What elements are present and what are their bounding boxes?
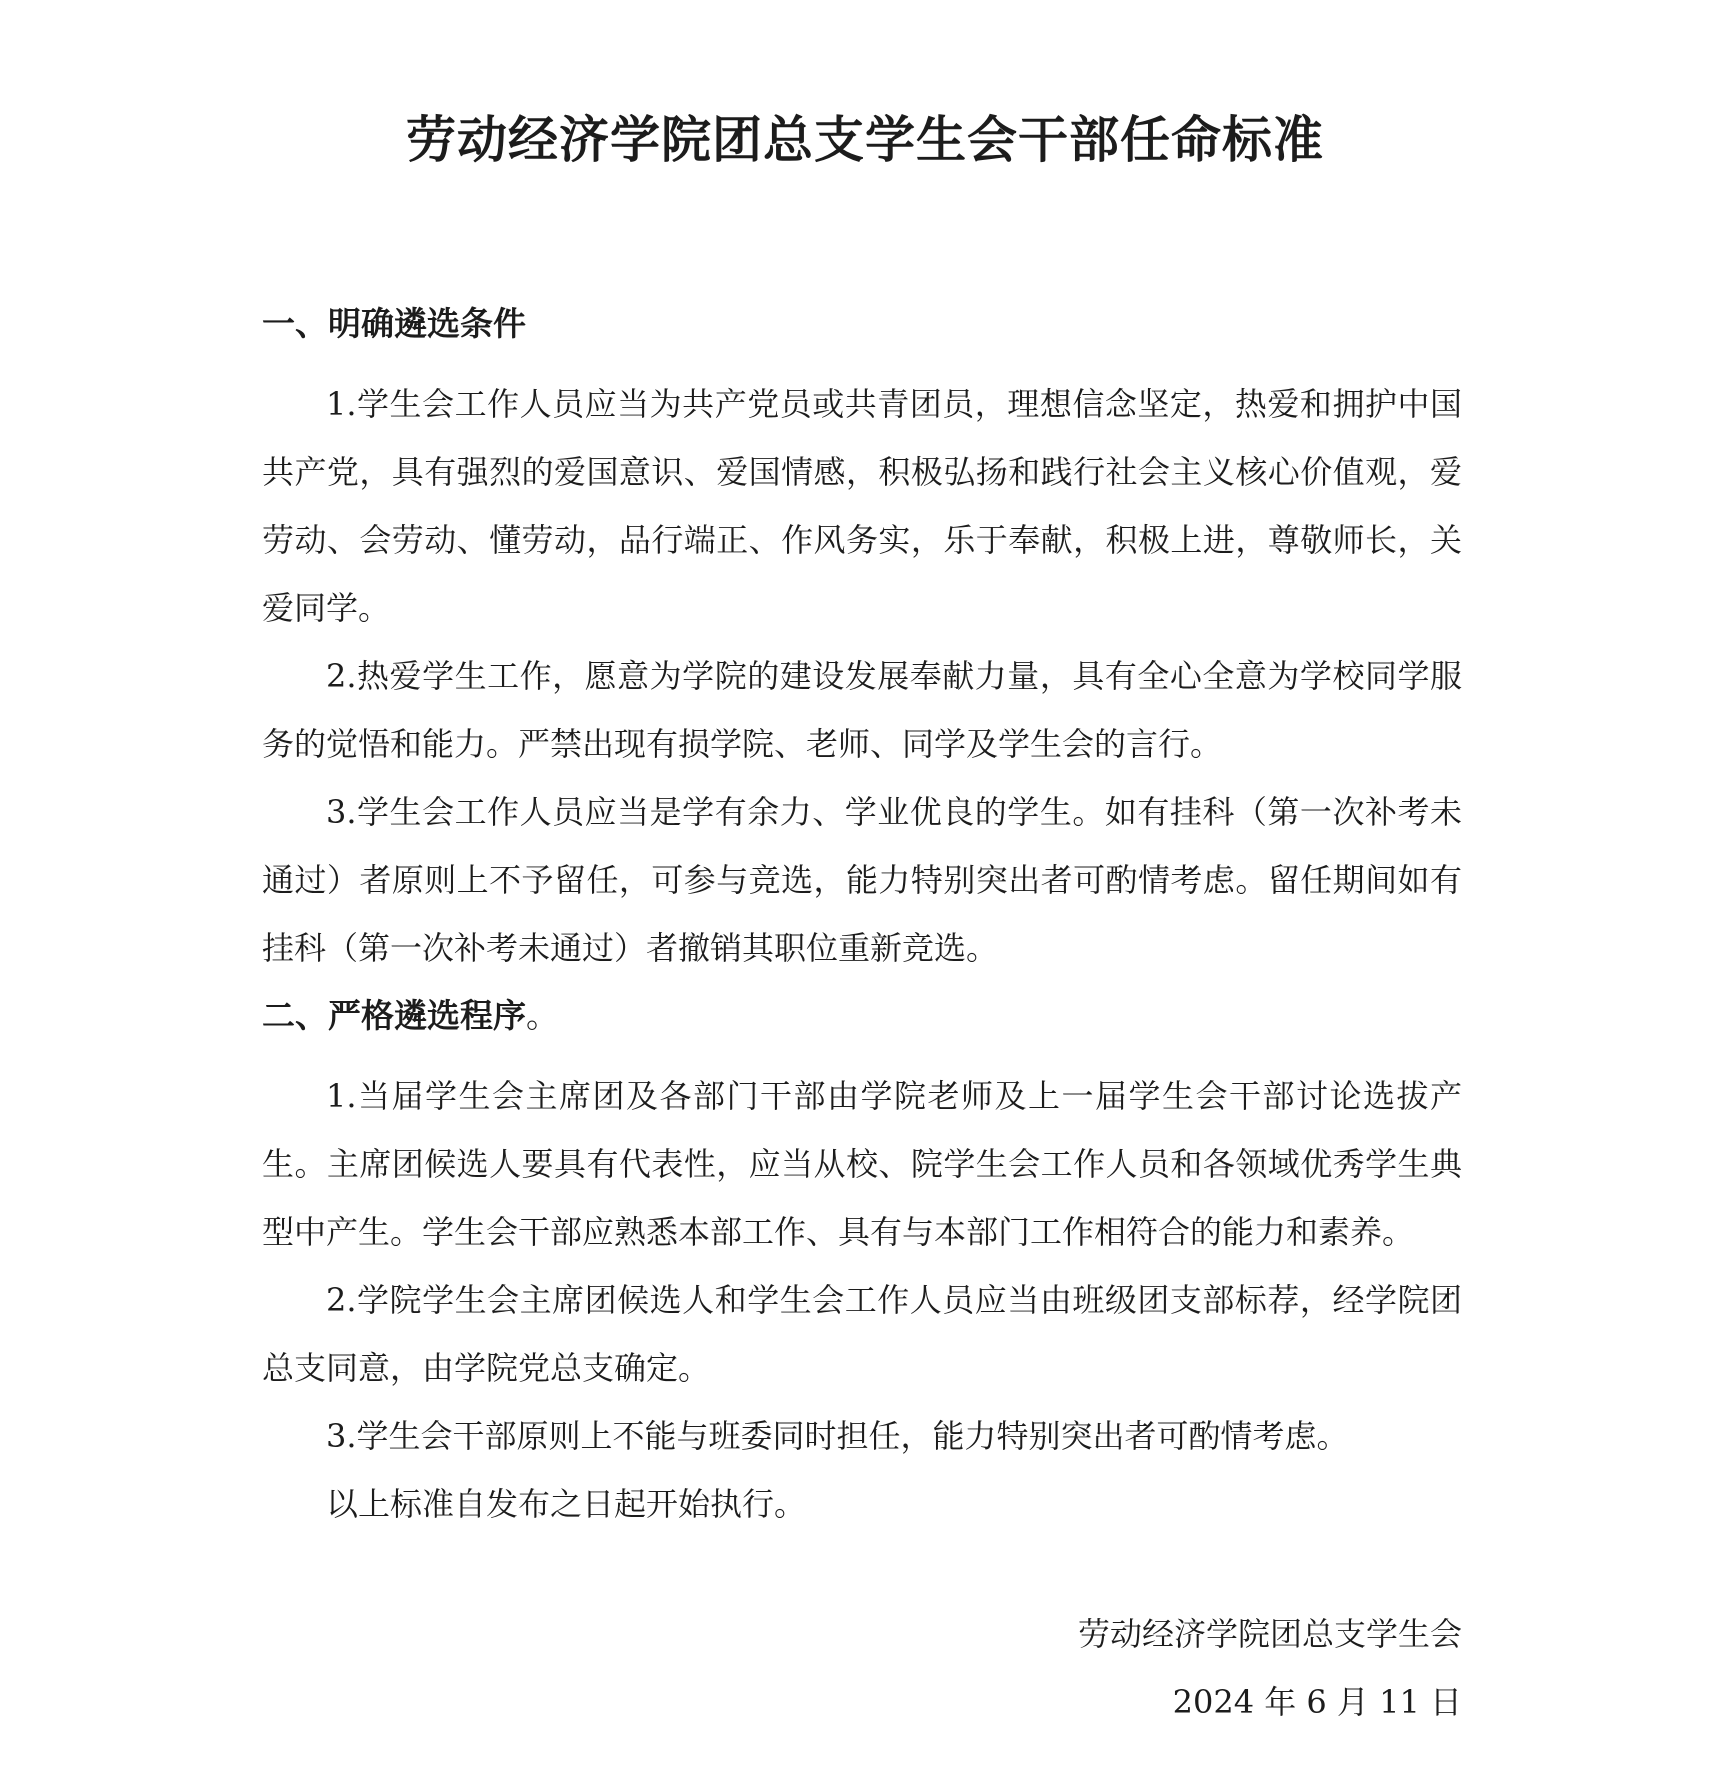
section-heading-text: 一、明确遴选条件 bbox=[262, 304, 526, 343]
signature-block bbox=[1078, 1600, 1462, 1736]
procedure-paragraph-1: 1.当届学生会主席团及各部门干部由学院老师及上一届学生会干部讨论选拔产生。主席团候选人要具有代表性，应当从校、院学生会工作人员和各领域优秀学生典型中产生。学生会干部应熟悉本部工作、具有与本部门工作相符合的能力和素养。 bbox=[262, 1077, 1462, 1251]
spacer bbox=[262, 1050, 1462, 1062]
criteria-paragraph-1: 1.学生会工作人员应当为共产党员或共青团员，理想信念坚定，热爱和拥护中国共产党，具有强烈的爱国意识、爱国情感，积极弘扬和践行社会主义核心价值观，爱劳动、会劳动、懂劳动，品行端正、作风务实，乐于奉献，积极上进，尊敬师长，关爱同学。 bbox=[262, 385, 1462, 627]
section-heading-text: 二、严格遴选程序 bbox=[262, 996, 526, 1035]
closing-statement: 以上标准自发布之日起开始执行。 bbox=[326, 1485, 807, 1523]
document-title: 劳动经济学院团总支学生会干部任命标准 bbox=[406, 110, 1324, 169]
section-heading-trail: 。 bbox=[526, 996, 559, 1035]
section-heading bbox=[262, 290, 1462, 358]
criteria-paragraph-3: 3.学生会工作人员应当是学有余力、学业优良的学生。如有挂科（第一次补考未通过）者原则上不予留任，可参与竞选，能力特别突出者可酌情考虑。留任期间如有挂科（第一次补考未通过）者撤销其职位重新竞选。 bbox=[262, 793, 1462, 967]
spacer bbox=[262, 358, 1462, 370]
document-body bbox=[262, 290, 1462, 1538]
section-selection-criteria bbox=[262, 290, 1462, 982]
signature-date: 2024 年 6 月 11 日 bbox=[1172, 1683, 1462, 1721]
signature-organization: 劳动经济学院团总支学生会 bbox=[1077, 1615, 1462, 1653]
criteria-paragraph-2: 2.热爱学生工作，愿意为学院的建设发展奉献力量，具有全心全意为学校同学服务的觉悟和能力。严禁出现有损学院、老师、同学及学生会的言行。 bbox=[262, 657, 1462, 763]
procedure-paragraph-2: 2.学院学生会主席团候选人和学生会工作人员应当由班级团支部标荐，经学院团总支同意，由学院党总支确定。 bbox=[262, 1281, 1462, 1387]
section-heading bbox=[262, 982, 1462, 1050]
procedure-paragraph-3: 3.学生会干部原则上不能与班委同时担任，能力特别突出者可酌情考虑。 bbox=[326, 1417, 1349, 1455]
section-selection-procedure bbox=[262, 982, 1462, 1538]
